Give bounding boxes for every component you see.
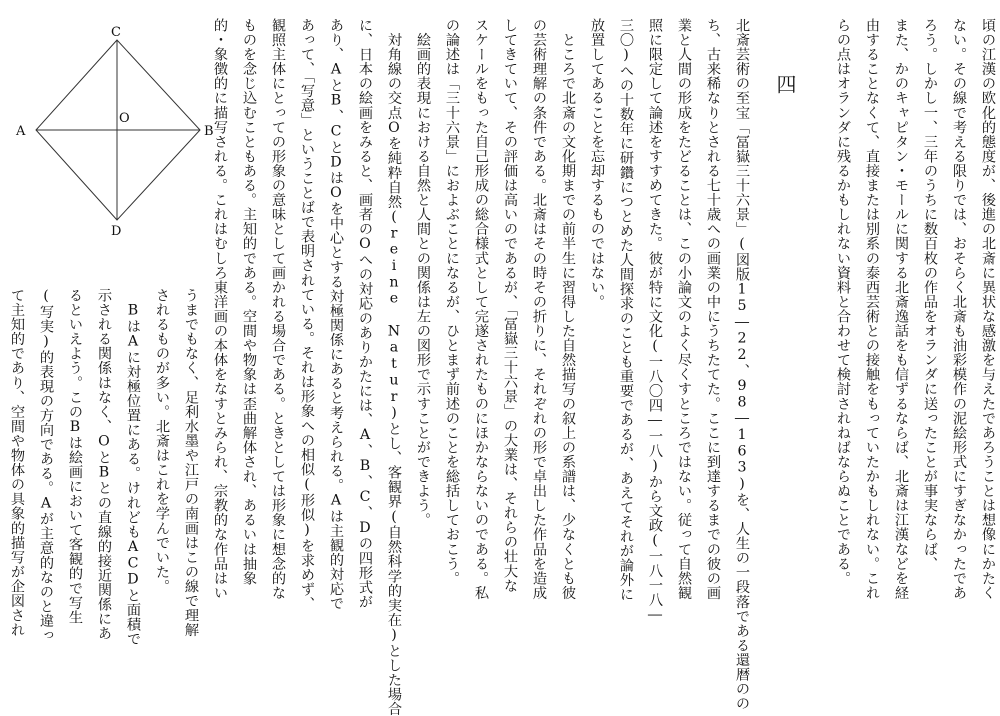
section-heading: 四 — [773, 74, 797, 94]
text-line: されるものが多い。北斎はこれを学んでいた。 — [154, 288, 170, 594]
text-line: 的・象徴的に描写される。これはむしろ東洋画の本体をなすとみられ、宗教的な作品はい — [212, 18, 228, 600]
text-line: て主知的であり、空間や物体の具象的描写が企図され — [9, 288, 25, 638]
paragraph-top — [828, 18, 1000, 600]
text-line: 照に限定して論述をすすめてきた。彼が特に文化(一八〇四―一八)から文政(一八一八― — [647, 18, 663, 624]
text-line: ところで北斎の文化期までの前半生に習得した自然描写の叙上の系譜は、少なくとも彼 — [560, 18, 576, 600]
label-d: D — [111, 224, 122, 239]
text-line: らの点はオランダに残るかもしれない資料と合わせて検討されねばならぬことである。 — [835, 18, 851, 586]
nature-relation-diagram — [0, 20, 225, 240]
text-line: 北斎芸術の至宝「冨嶽三十六景」(図版15―22、98―163)を、人生の一段落である還暦のの — [734, 18, 750, 711]
paragraph-bottom — [0, 288, 205, 647]
text-line: うまでもなく、足利水墨や江戸の南画はこの線で理解 — [183, 288, 199, 638]
text-line: に、日本の絵画をみると、画者のOへの対応のありかたには、A、B、C、Dの四形式が — [357, 18, 373, 609]
text-line: 放置してあることを忘却するものではない。 — [589, 18, 605, 309]
text-line: ない。その線で考える限りでは、おそらく北斎も油彩模作の泥絵形式にすぎなかったであ — [951, 18, 967, 600]
text-line: 業と人間の形成をたどることは、この小論文のよく尽くすところではない。従って自然観 — [676, 18, 692, 600]
text-line: 対角線の交点Oを純粋自然(reine Natur)とし、客観界(自然科学的実在)とした場合 — [386, 18, 402, 716]
text-line: スケールをもった自己形成の総合様式として完遂されたものにほかならないのである。私 — [473, 18, 489, 600]
text-line: 絵画的表現における自然と人間との関係は左の図形で示すことができよう。 — [415, 18, 431, 528]
label-c: C — [111, 25, 121, 40]
label-b: B — [204, 124, 214, 139]
text-line — [0, 288, 2, 566]
text-line: 由することなくて、直接または別系の泰西芸術との接触をもっていたかもしれない。これ — [864, 18, 880, 600]
text-line: ろう。しかし一、三年のうちに数百枚の作品をオランダに送ったことが事実ならば、 — [922, 18, 938, 571]
text-line: の芸術理解の条件である。北斎はその時その折りに、それぞれの形で卓出した作品を造成 — [531, 18, 547, 600]
text-line: あって、「写意」ということばで表明されている。それは形象への相似(形似)を求めず、 — [299, 18, 315, 612]
text-line: (写実)的表現の方向である。Aが主意的なのと違っ — [38, 288, 54, 643]
label-o: O — [119, 111, 130, 126]
text-line: してきていて、その評価は高いのであるが、「冨嶽三十六景」の大業は、それらの壮大な — [502, 18, 518, 593]
text-line: BはAに対極位置にある。けれどもACDと面積で — [125, 288, 141, 647]
text-line: ち、古来稀なりとされる七十歳への画業の中にうちたてた。ここに到達するまでの彼の画 — [705, 18, 721, 600]
text-line: の論述は「三十六景」におよぶことになるが、ひとまず前述のことを総括しておこう。 — [444, 18, 460, 586]
text-line: ものを念じ込むこともある。主知的である。空間や物象は歪曲解体され、あるいは抽象 — [241, 18, 257, 586]
text-line: あり、AとB、CとDはOを中心とする対極関係にあると考えられる。Aは主観的対応で — [328, 18, 344, 611]
paragraph-main — [205, 18, 756, 716]
text-line: また、かのキャピタン・モールに関する北斎逸話をも信ずるならば、北斎は江漢などを経 — [893, 18, 909, 600]
text-line: 示される関係はなく、OとBとの直線的接近関係にあ — [96, 288, 112, 641]
text-line: 頃の江漢の欧化的態度が、後進の北斎に異状な感激を与えたであろうことは想像にかたく — [980, 18, 996, 600]
text-line: るといえよう。このBは絵画において客観的で写生 — [67, 288, 83, 625]
label-a: A — [16, 124, 26, 139]
text-line: 三〇)への十数年に研鑽につとめた人間探求のことも重要であるが、あえてそれが論外に — [618, 18, 634, 602]
text-line: 観照主体にとっての形象の意味として画かれる場合である。ときとしては形象に想念的な — [270, 18, 286, 600]
